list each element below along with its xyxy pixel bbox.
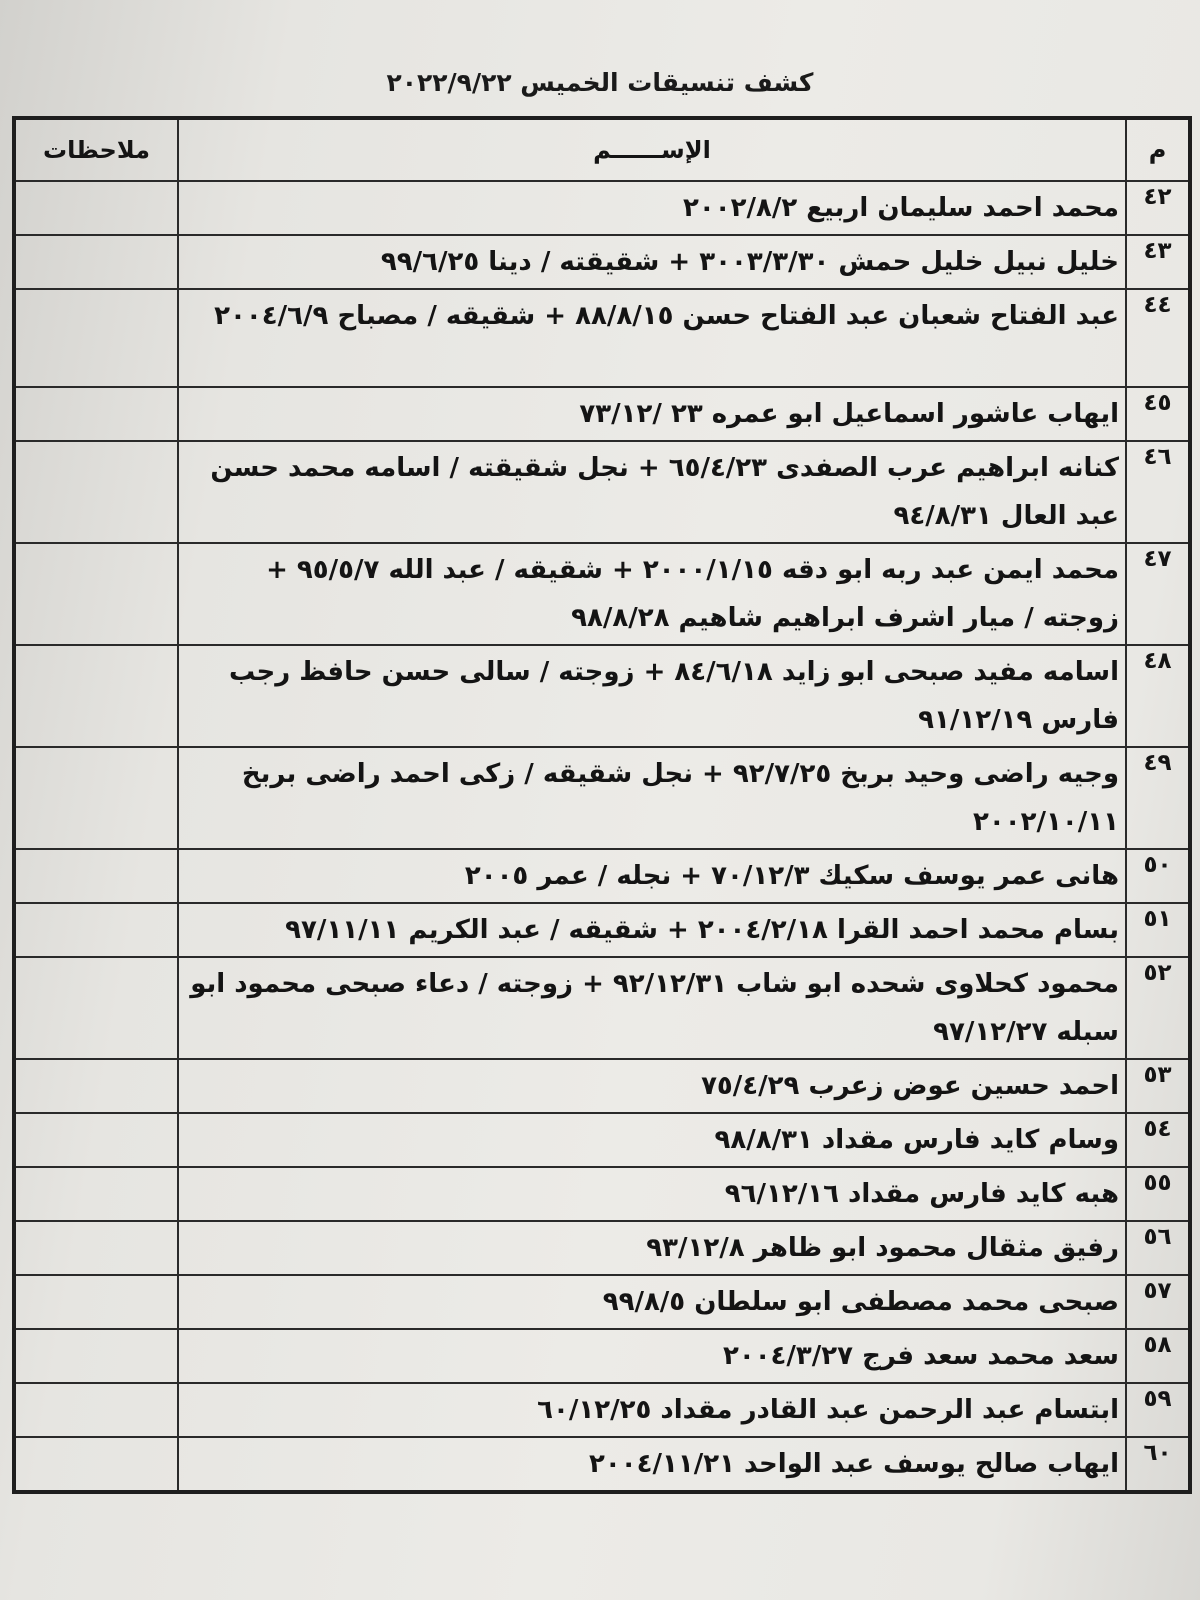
row-number: ٤٣ <box>1126 235 1190 289</box>
row-number: ٥٠ <box>1126 849 1190 903</box>
row-number: ٤٨ <box>1126 645 1190 747</box>
row-number: ٥١ <box>1126 903 1190 957</box>
row-notes <box>14 1113 178 1167</box>
row-notes <box>14 645 178 747</box>
row-number: ٥٦ <box>1126 1221 1190 1275</box>
row-notes <box>14 1059 178 1113</box>
row-notes <box>14 387 178 441</box>
table-row <box>14 1221 1190 1275</box>
row-notes <box>14 441 178 543</box>
row-name-entry: بسام محمد احمد القرا ٢٠٠٤/٢/١٨ + شقيقه / عبد الكريم ٩٧/١١/١١ <box>178 903 1126 957</box>
row-number: ٤٧ <box>1126 543 1190 645</box>
row-name-entry: رفيق مثقال محمود ابو ظاهر ٩٣/١٢/٨ <box>178 1221 1126 1275</box>
row-name-entry: احمد حسين عوض زعرب ٧٥/٤/٢٩ <box>178 1059 1126 1113</box>
row-number: ٥٧ <box>1126 1275 1190 1329</box>
row-number: ٤٩ <box>1126 747 1190 849</box>
header-row <box>14 118 1190 181</box>
row-number: ٤٥ <box>1126 387 1190 441</box>
column-header-name: الإســــــم <box>178 118 1126 181</box>
row-name-entry: خليل نبيل خليل حمش ٣٠٠٣/٣/٣٠ + شقيقته / دينا ٩٩/٦/٢٥ <box>178 235 1126 289</box>
row-notes <box>14 747 178 849</box>
table-row <box>14 1113 1190 1167</box>
row-name-entry: ايهاب عاشور اسماعيل ابو عمره ٢٣ /٧٣/١٢ <box>178 387 1126 441</box>
row-notes <box>14 181 178 235</box>
document-title: كشف تنسيقات الخميس ٢٠٢٢/٩/٢٢ <box>386 68 814 97</box>
row-name-entry: سعد محمد سعد فرج ٢٠٠٤/٣/٢٧ <box>178 1329 1126 1383</box>
row-notes <box>14 543 178 645</box>
table-row <box>14 235 1190 289</box>
table-row <box>14 543 1190 645</box>
table-row <box>14 387 1190 441</box>
row-number: ٥٨ <box>1126 1329 1190 1383</box>
row-notes <box>14 1221 178 1275</box>
row-name-entry: وسام كايد فارس مقداد ٩٨/٨/٣١ <box>178 1113 1126 1167</box>
table-row <box>14 1275 1190 1329</box>
row-number: ٥٩ <box>1126 1383 1190 1437</box>
column-header-number: م <box>1126 118 1190 181</box>
table-row <box>14 1059 1190 1113</box>
table-row <box>14 1383 1190 1437</box>
row-name-entry: محمود كحلاوى شحده ابو شاب ٩٢/١٢/٣١ + زوجته / دعاء صبحى محمود ابو سبله ٩٧/١٢/٢٧ <box>178 957 1126 1059</box>
column-header-notes: ملاحظات <box>14 118 178 181</box>
row-number: ٦٠ <box>1126 1437 1190 1492</box>
row-name-entry: ايهاب صالح يوسف عبد الواحد ٢٠٠٤/١١/٢١ <box>178 1437 1126 1492</box>
row-number: ٤٤ <box>1126 289 1190 387</box>
table-row <box>14 1167 1190 1221</box>
table-row <box>14 181 1190 235</box>
table-row <box>14 441 1190 543</box>
table-row <box>14 1437 1190 1492</box>
row-notes <box>14 1167 178 1221</box>
row-name-entry: كنانه ابراهيم عرب الصفدى ٦٥/٤/٢٣ + نجل شقيقته / اسامه محمد حسن عبد العال ٩٤/٨/٣١ <box>178 441 1126 543</box>
row-notes <box>14 1329 178 1383</box>
row-notes <box>14 1275 178 1329</box>
row-name-entry: ابتسام عبد الرحمن عبد القادر مقداد ٦٠/١٢/٢٥ <box>178 1383 1126 1437</box>
table-row <box>14 747 1190 849</box>
table-row <box>14 903 1190 957</box>
row-name-entry: صبحى محمد مصطفى ابو سلطان ٩٩/٨/٥ <box>178 1275 1126 1329</box>
row-number: ٤٢ <box>1126 181 1190 235</box>
row-notes <box>14 235 178 289</box>
row-number: ٥٢ <box>1126 957 1190 1059</box>
names-table <box>12 116 1192 1494</box>
row-name-entry: محمد احمد سليمان اربيع ٢٠٠٢/٨/٢ <box>178 181 1126 235</box>
table-row <box>14 289 1190 387</box>
row-name-entry: عبد الفتاح شعبان عبد الفتاح حسن ٨٨/٨/١٥ + شقيقه / مصباح ٢٠٠٤/٦/٩ <box>178 289 1126 387</box>
table-row <box>14 849 1190 903</box>
row-name-entry: هبه كايد فارس مقداد ٩٦/١٢/١٦ <box>178 1167 1126 1221</box>
table-row <box>14 1329 1190 1383</box>
row-notes <box>14 1383 178 1437</box>
row-number: ٥٣ <box>1126 1059 1190 1113</box>
table-row <box>14 645 1190 747</box>
row-name-entry: هانى عمر يوسف سكيك ٧٠/١٢/٣ + نجله / عمر ٢٠٠٥ <box>178 849 1126 903</box>
table-row <box>14 957 1190 1059</box>
row-name-entry: وجيه راضى وحيد بربخ ٩٢/٧/٢٥ + نجل شقيقه / زكى احمد راضى بربخ ٢٠٠٢/١٠/١١ <box>178 747 1126 849</box>
row-number: ٥٤ <box>1126 1113 1190 1167</box>
row-notes <box>14 1437 178 1492</box>
row-name-entry: محمد ايمن عبد ربه ابو دقه ٢٠٠٠/١/١٥ + شقيقه / عبد الله ٩٥/٥/٧ + زوجته / ميار اشرف ابراهيم شاهيم ٩٨/٨/٢٨ <box>178 543 1126 645</box>
row-notes <box>14 849 178 903</box>
row-notes <box>14 289 178 387</box>
row-name-entry: اسامه مفيد صبحى ابو زايد ٨٤/٦/١٨ + زوجته / سالى حسن حافظ رجب فارس ٩١/١٢/١٩ <box>178 645 1126 747</box>
row-notes <box>14 903 178 957</box>
row-notes <box>14 957 178 1059</box>
row-number: ٥٥ <box>1126 1167 1190 1221</box>
row-number: ٤٦ <box>1126 441 1190 543</box>
